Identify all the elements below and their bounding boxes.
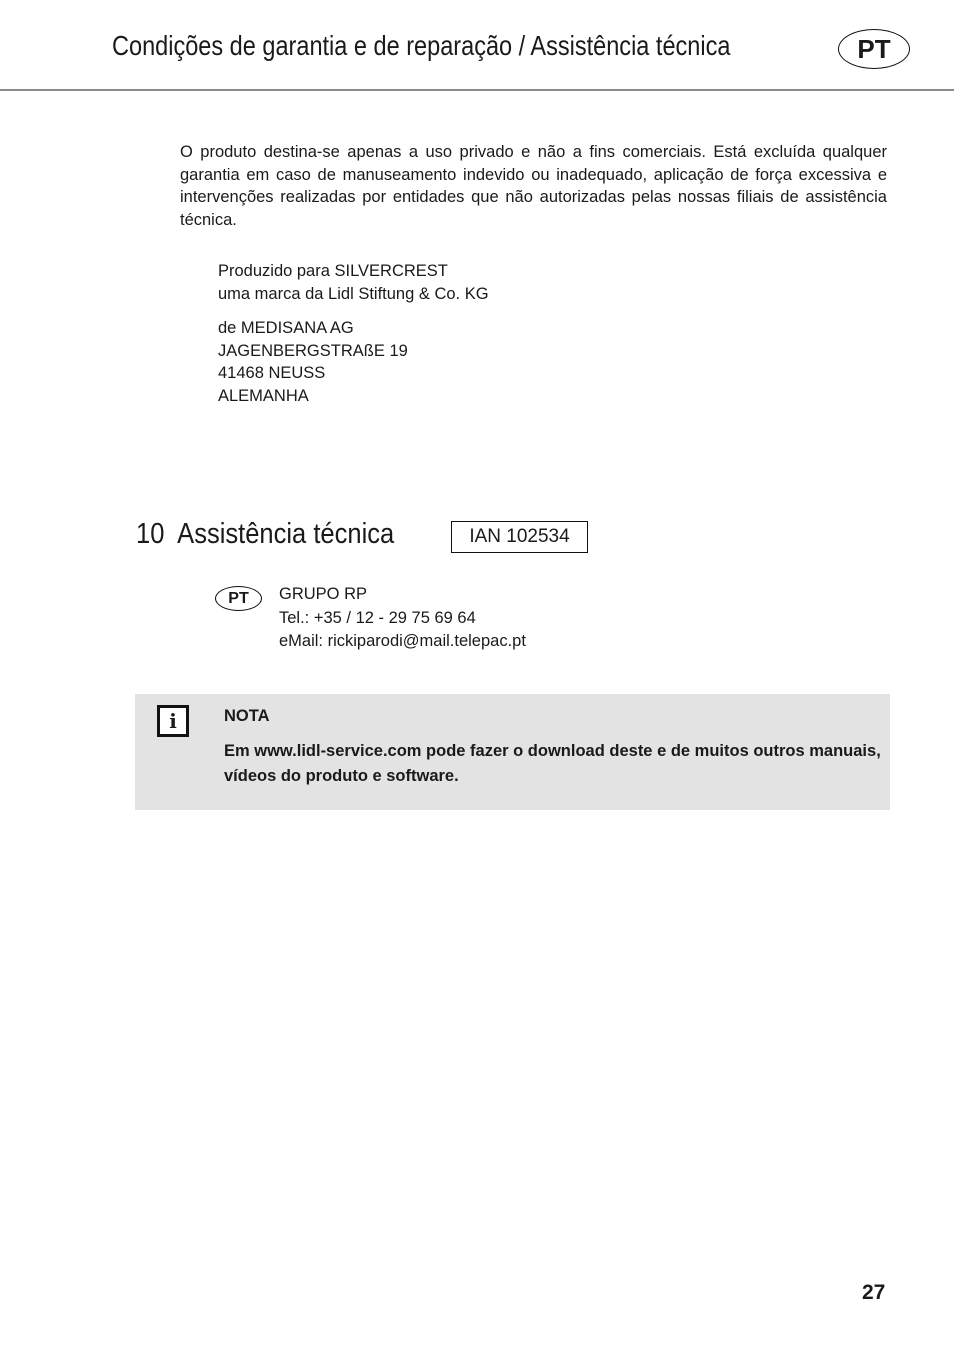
producer-line: uma marca da Lidl Stiftung & Co. KG xyxy=(218,284,489,303)
page-number: 27 xyxy=(862,1281,886,1304)
service-contact xyxy=(279,583,526,654)
address-line: de MEDISANA AG xyxy=(218,319,354,337)
address-line: 41468 NEUSS xyxy=(218,364,326,383)
language-badge-pt: PT xyxy=(838,29,910,69)
warranty-paragraph: O produto destina-se apenas a uso privado e não a fins comerciais. Está excluída qualquer garantia em caso de manuseamento indevido ou inadequado, aplicação de força excessiva e intervenções realizadas por entidades que não autorizadas pelas nossas filiais de assistência técnica. xyxy=(180,143,887,229)
section-number: 10 xyxy=(136,518,165,550)
page-header-title: Condições de garantia e de reparação / Assistência técnica xyxy=(112,30,731,61)
address-line: JAGENBERGSTRAßE 19 xyxy=(218,341,408,360)
contact-email: eMail: rickiparodi@mail.telepac.pt xyxy=(279,632,526,650)
header-divider xyxy=(0,89,954,91)
contact-name: GRUPO RP xyxy=(279,585,368,603)
country-badge-pt: PT xyxy=(215,586,262,611)
producer-line: Produzido para SILVERCREST xyxy=(218,262,448,280)
section-title: Assistência técnica xyxy=(177,518,395,550)
contact-phone: Tel.: +35 / 12 - 29 75 69 64 xyxy=(279,608,476,627)
note-title: NOTA xyxy=(224,707,270,725)
manufacturer-address xyxy=(218,317,408,407)
address-line: ALEMANHA xyxy=(218,386,309,405)
note-box xyxy=(135,694,890,810)
section-heading xyxy=(136,518,394,551)
ian-box: IAN 102534 xyxy=(451,521,588,553)
info-icon: i xyxy=(157,705,189,737)
producer-block xyxy=(218,260,489,305)
note-text: Em www.lidl-service.com pode fazer o download deste e de muitos outros manuais, vídeos do produto e software. xyxy=(224,742,881,785)
